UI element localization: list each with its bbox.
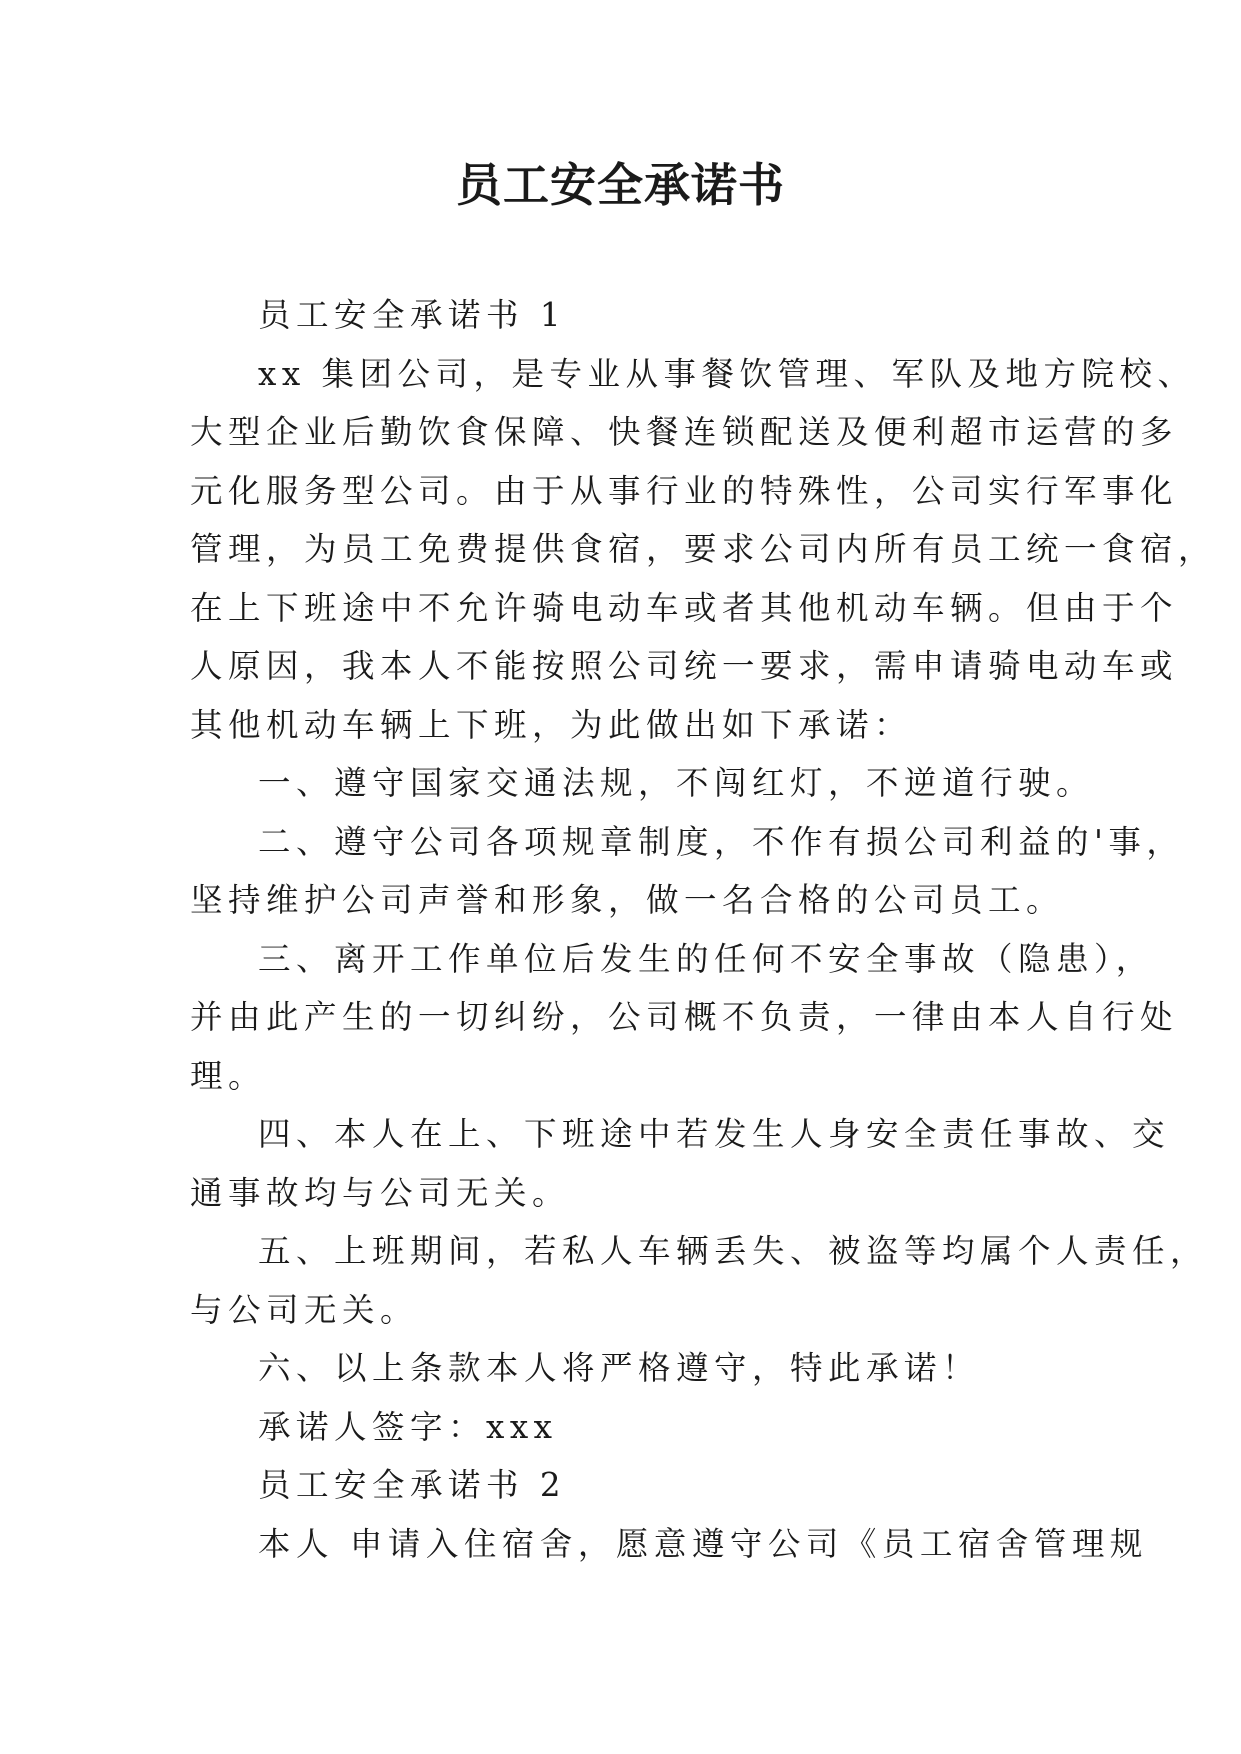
text-line: xx 集团公司，是专业从事餐饮管理、军队及地方院校、 <box>258 354 1196 393</box>
text-line: 员工安全承诺书 2 <box>258 1466 567 1504</box>
text-line: 与公司无关。 <box>190 1290 419 1329</box>
text-line: 六、以上条款本人将严格遵守，特此承诺！ <box>258 1349 981 1387</box>
text-line: 管理，为员工免费提供食宿，要求公司内所有员工统一食宿， <box>190 530 1217 568</box>
text-line: 并由此产生的一切纠纷，公司概不负责，一律由本人自行处 <box>190 998 1179 1036</box>
text-line: 人原因，我本人不能按照公司统一要求，需申请骑电动车或 <box>190 647 1179 685</box>
text-line: 四、本人在上、下班途中若发生人身安全责任事故、交 <box>258 1115 1171 1153</box>
text-line: 理。 <box>190 1056 267 1095</box>
text-line: 二、遵守公司各项规章制度，不作有损公司利益的'事， <box>258 822 1185 861</box>
text-line: 通事故均与公司无关。 <box>190 1173 571 1212</box>
text-line: 坚持维护公司声誉和形象，做一名合格的公司员工。 <box>190 881 1065 919</box>
text-line: 在上下班途中不允许骑电动车或者其他机动车辆。但由于个 <box>190 588 1179 627</box>
document-body <box>190 286 1217 1573</box>
text-line: 其他机动车辆上下班，为此做出如下承诺： <box>190 705 913 744</box>
text-line: 员工安全承诺书 1 <box>258 296 567 334</box>
document-title: 员工安全承诺书 <box>456 158 785 212</box>
text-line: 三、离开工作单位后发生的任何不安全事故（隐患）， <box>258 939 1154 978</box>
text-line: 五、上班期间，若私人车辆丢失、被盗等均属个人责任， <box>258 1232 1209 1270</box>
text-line: 元化服务型公司。由于从事行业的特殊性，公司实行军事化 <box>190 471 1179 510</box>
text-line: 大型企业后勤饮食保障、快餐连锁配送及便利超市运营的多 <box>190 413 1179 451</box>
text-line: 一、遵守国家交通法规，不闯红灯，不逆道行驶。 <box>258 764 1095 802</box>
text-line: 承诺人签字：xxx <box>258 1407 558 1446</box>
text-line: 本人 申请入住宿舍，愿意遵守公司《员工宿舍管理规 <box>258 1524 1148 1563</box>
